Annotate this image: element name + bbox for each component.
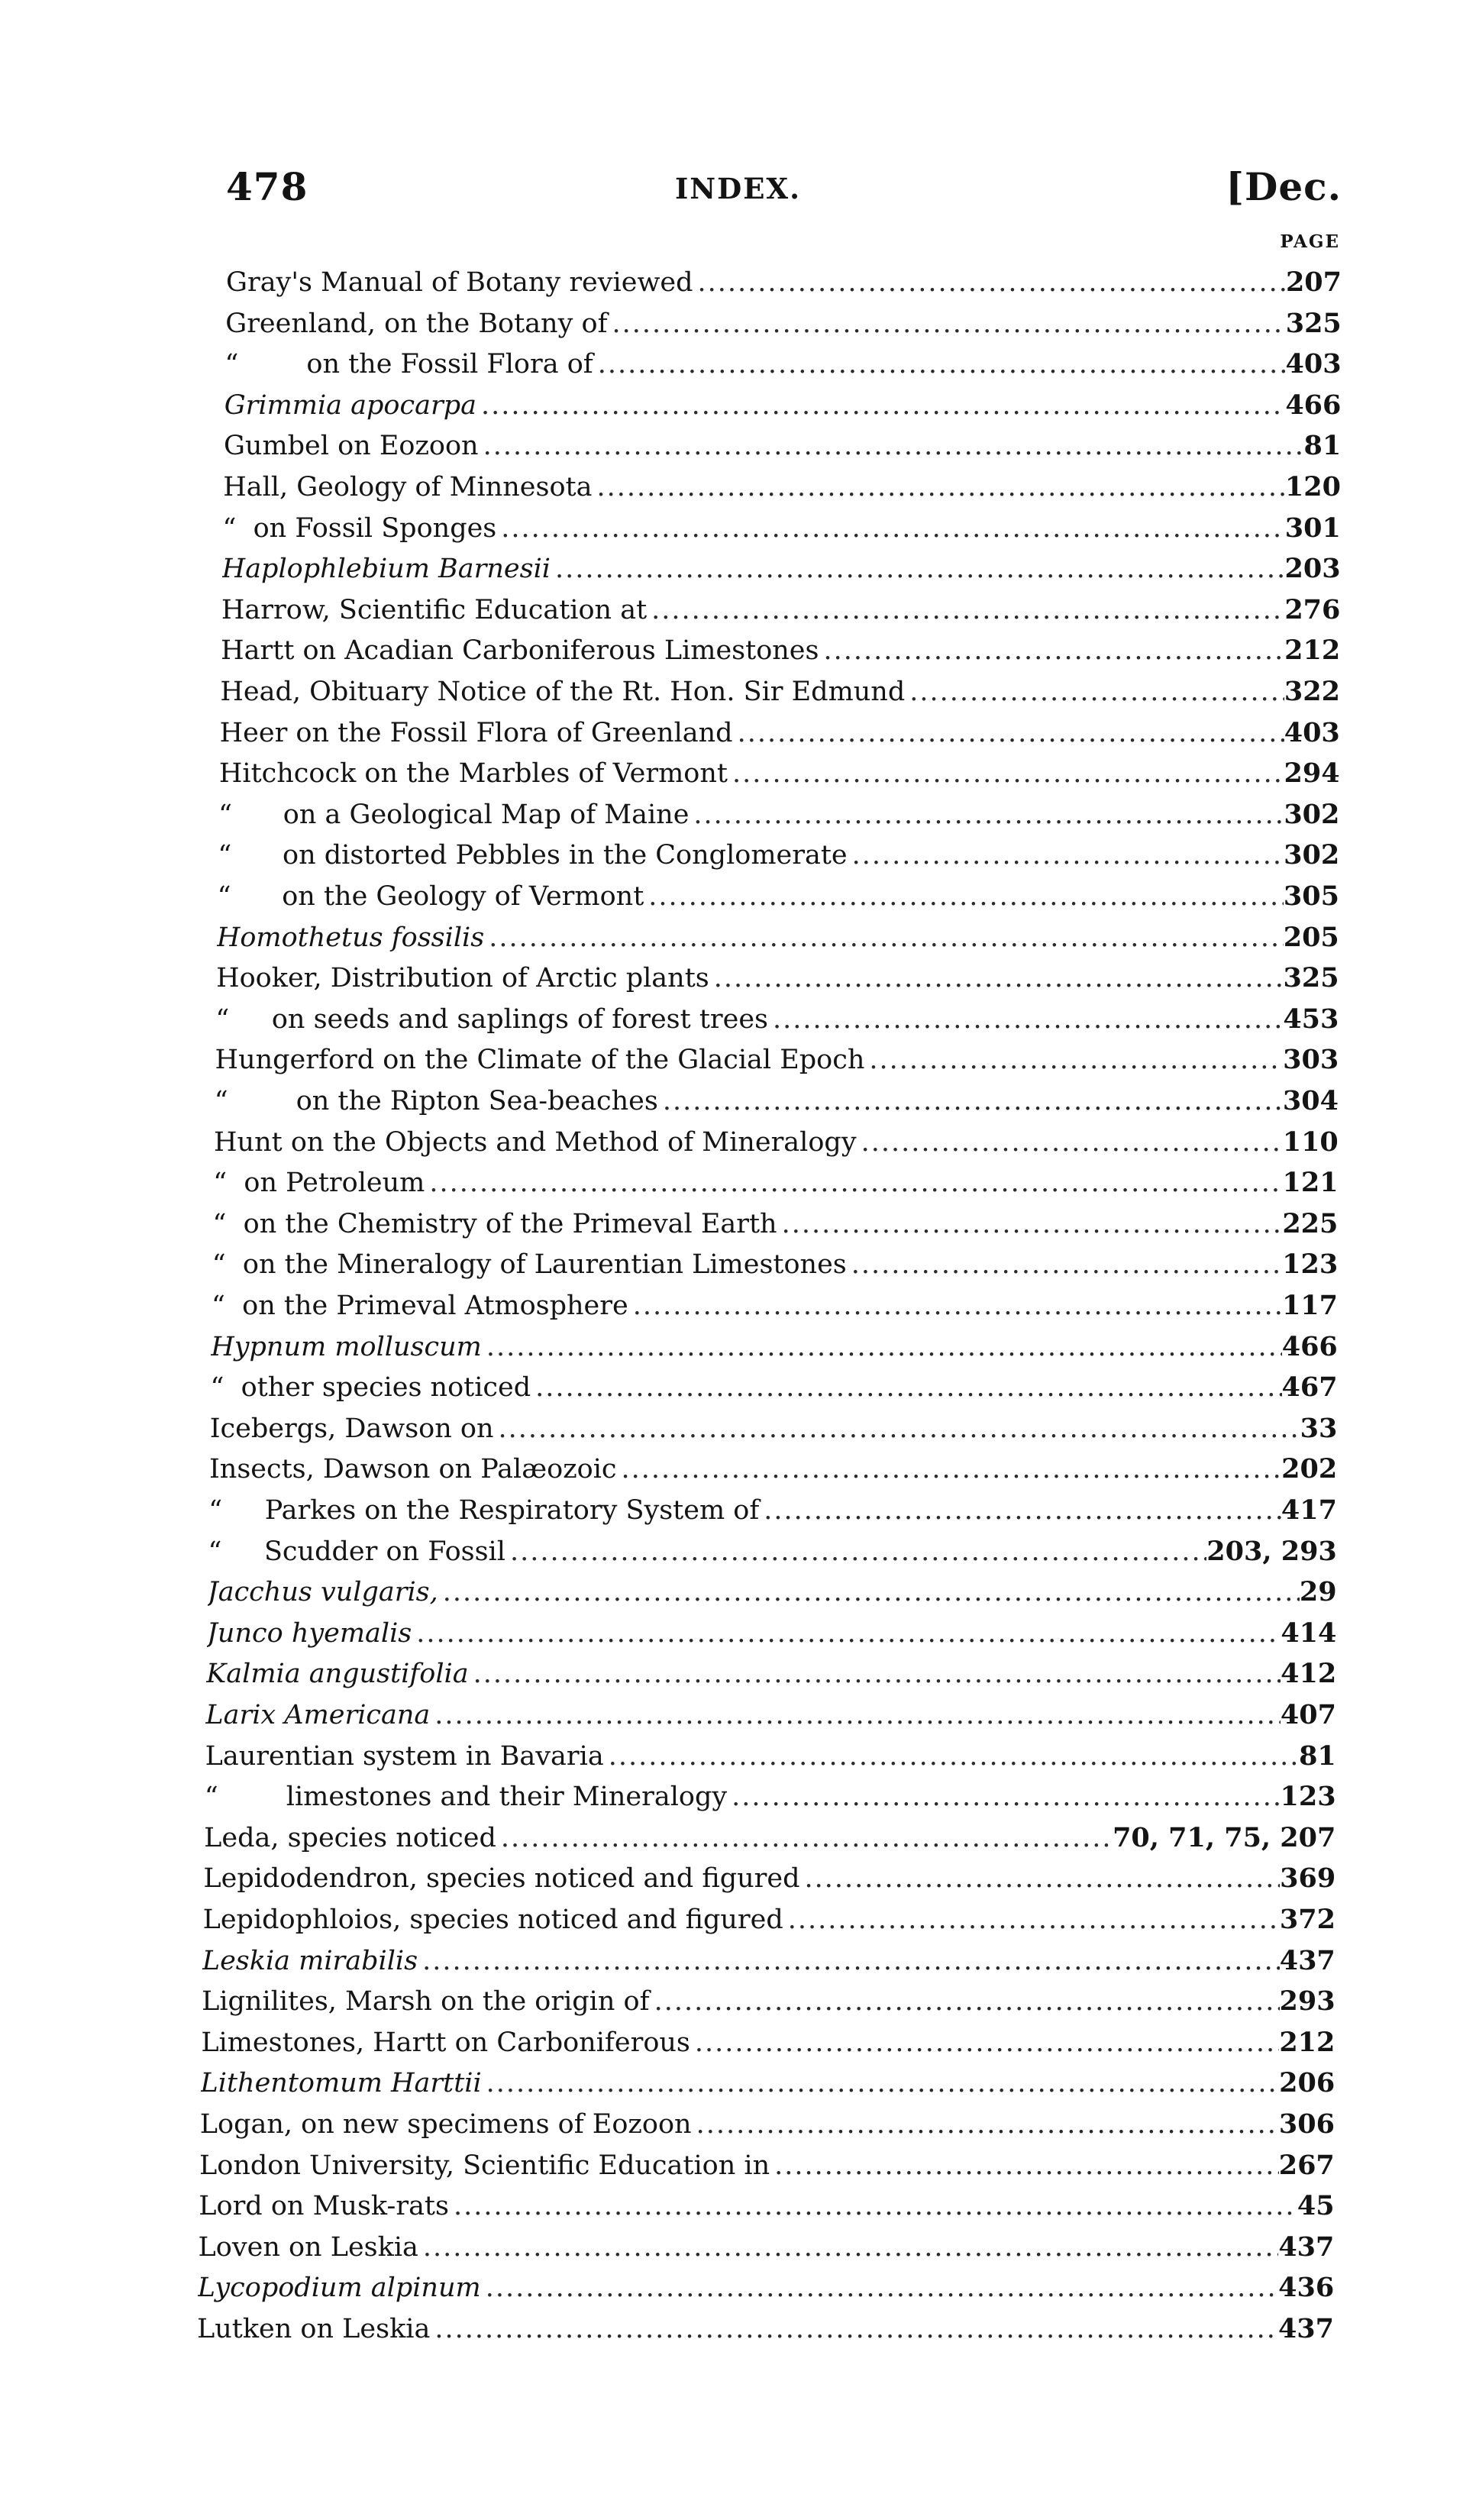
- entry-page-number: 403: [1285, 348, 1342, 380]
- entry-text: Lignilites, Marsh on the origin of: [202, 1986, 650, 2018]
- entry-text: Larix Americana: [205, 1700, 431, 1730]
- index-entry: [216, 958, 1339, 999]
- running-head: INDEX.: [674, 172, 801, 205]
- entry-text: “ on the Chemistry of the Primeval Earth: [212, 1208, 777, 1239]
- dot-leader: [770, 2145, 1279, 2186]
- entry-text: Hunt on the Objects and Method of Mineralogy: [214, 1126, 857, 1158]
- index-entry: [208, 1531, 1336, 1572]
- entry-page-number: 403: [1284, 716, 1340, 748]
- entry-text: Loven on Leskia: [198, 2231, 418, 2263]
- entry-text: Harrow, Scientific Education at: [221, 594, 648, 625]
- entry-page-number: 276: [1284, 593, 1341, 625]
- dot-leader: [693, 262, 1286, 303]
- dot-leader: [727, 1776, 1280, 1817]
- dot-leader: [430, 2308, 1278, 2350]
- entry-page-number: 225: [1282, 1207, 1339, 1239]
- dot-leader: [733, 712, 1284, 754]
- dot-leader: [800, 1858, 1281, 1899]
- index-entry: [198, 2267, 1334, 2308]
- index-entry: [199, 2186, 1334, 2227]
- entry-page-number: 81: [1299, 1740, 1336, 1772]
- entry-page-number: 301: [1284, 512, 1341, 544]
- entry-text: “ on the Primeval Atmosphere: [212, 1291, 628, 1321]
- entry-text: Haplophlebium Barnesii: [221, 554, 551, 585]
- entry-page-number: 467: [1281, 1371, 1338, 1404]
- entry-text: Leskia mirabilis: [202, 1945, 418, 1976]
- entry-page-number: 212: [1279, 2026, 1336, 2058]
- index-entry: [202, 1981, 1336, 2022]
- entry-text: Lord on Musk-rats: [199, 2191, 449, 2222]
- entry-text: London University, Scientific Education in: [199, 2150, 770, 2181]
- index-entry: [219, 753, 1340, 794]
- page-column-label: PAGE: [1280, 231, 1340, 252]
- entry-text: Hartt on Acadian Carboniferous Limestones: [221, 635, 819, 667]
- index-entry: [222, 508, 1340, 549]
- index-entry: [205, 1776, 1336, 1817]
- entry-page-number: 123: [1280, 1781, 1336, 1813]
- entry-text: Hungerford on the Climate of the Glacial Epoch: [215, 1045, 865, 1076]
- entry-page-number: 453: [1283, 1003, 1339, 1035]
- index-entry: [220, 712, 1340, 754]
- dot-leader: [759, 1490, 1281, 1531]
- index-entry: [223, 467, 1341, 508]
- entry-page-number: 45: [1297, 2190, 1335, 2222]
- entry-page-number: 466: [1285, 389, 1342, 421]
- dot-leader: [592, 467, 1284, 508]
- entry-page-number: 294: [1284, 758, 1340, 790]
- index-entry: [202, 1940, 1336, 1982]
- dot-leader: [647, 590, 1284, 631]
- entry-page-number: 206: [1279, 2067, 1336, 2099]
- entry-text: “ limestones and their Mineralogy: [204, 1782, 728, 1813]
- entry-text: “ on Fossil Sponges: [222, 512, 497, 544]
- index-entry: [224, 344, 1341, 385]
- entry-text: Gumbel on Eozoon: [223, 431, 479, 462]
- entry-page-number: 436: [1278, 2272, 1335, 2304]
- entry-text: Lepidodendron, species noticed and figured: [203, 1863, 800, 1895]
- entry-text: Homothetus fossilis: [216, 922, 485, 953]
- entry-page-number: 202: [1281, 1453, 1338, 1485]
- entry-page-number: 303: [1283, 1044, 1339, 1076]
- entry-text: Lepidophloios, species noticed and figured: [202, 1905, 783, 1935]
- entry-page-number: 437: [1279, 1944, 1336, 1976]
- index-entry: [214, 1122, 1339, 1163]
- dot-leader: [847, 1244, 1282, 1285]
- entry-text: Kalmia angustifolia: [206, 1659, 469, 1690]
- entry-text: Hall, Geology of Minnesota: [223, 472, 593, 502]
- index-entry: [215, 999, 1339, 1040]
- entry-text: Greenland, on the Botany of: [225, 308, 608, 339]
- index-entry: [218, 876, 1339, 917]
- month-marker: [Dec.: [1226, 164, 1342, 209]
- entry-text: Hitchcock on the Marbles of Vermont: [218, 758, 728, 790]
- index-entry: [224, 425, 1341, 467]
- entry-page-number: 110: [1282, 1126, 1339, 1158]
- entry-text: “ Parkes on the Respiratory System of: [208, 1495, 760, 1526]
- index-entry: [209, 1449, 1337, 1490]
- entry-page-number: 322: [1284, 676, 1340, 707]
- entry-page-number: 70, 71, 75, 207: [1113, 1821, 1336, 1853]
- entry-page-number: 123: [1282, 1249, 1339, 1281]
- entry-page-number: 414: [1281, 1617, 1337, 1649]
- dot-leader: [551, 548, 1285, 590]
- entry-page-number: 121: [1282, 1167, 1339, 1199]
- index-entry: [215, 1039, 1339, 1081]
- index-entry: [205, 1736, 1336, 1777]
- index-entry: [199, 2145, 1335, 2186]
- entry-page-number: 293: [1279, 1985, 1336, 2018]
- index-entry: [225, 303, 1342, 344]
- entry-text: “ other species noticed: [210, 1372, 531, 1404]
- dot-leader: [709, 958, 1284, 999]
- entry-text: Gray's Manual of Botany reviewed: [226, 267, 693, 298]
- index-entry: [206, 1653, 1336, 1695]
- dot-leader: [617, 1449, 1282, 1490]
- index-entry: [208, 1572, 1337, 1613]
- index-entry: [208, 1490, 1337, 1531]
- entry-text: Jacchus vulgaris,: [207, 1577, 438, 1608]
- entry-text: Lithentomum Harttii: [200, 2068, 482, 2099]
- entry-text: “ on the Geology of Vermont: [217, 881, 644, 912]
- entry-page-number: 369: [1280, 1863, 1336, 1895]
- entry-page-number: 325: [1285, 307, 1342, 339]
- dot-leader: [496, 508, 1284, 549]
- entry-page-number: 267: [1278, 2149, 1335, 2181]
- entry-text: Hooker, Distribution of Arctic plants: [216, 963, 709, 994]
- dot-leader: [728, 753, 1284, 794]
- index-entry: [210, 1367, 1337, 1408]
- dot-leader: [482, 1326, 1282, 1368]
- dot-leader: [690, 2022, 1279, 2063]
- entry-page-number: 466: [1281, 1330, 1338, 1362]
- entry-text: “ on Petroleum: [213, 1168, 425, 1199]
- index-entry: [213, 1203, 1339, 1245]
- entry-page-number: 305: [1283, 880, 1339, 912]
- entry-page-number: 203, 293: [1206, 1535, 1337, 1567]
- dot-leader: [857, 1122, 1283, 1163]
- dot-leader: [412, 1613, 1281, 1654]
- entry-text: “ on distorted Pebbles in the Conglomerate: [218, 840, 848, 871]
- index-entry: [205, 1695, 1336, 1736]
- entry-page-number: 29: [1299, 1576, 1337, 1608]
- dot-leader: [482, 2063, 1279, 2104]
- page-number: 478: [226, 164, 308, 209]
- dot-leader: [604, 1736, 1299, 1777]
- dot-leader: [608, 303, 1286, 344]
- dot-leader: [481, 2267, 1278, 2308]
- entry-text: “ on a Geological Map of Maine: [218, 799, 690, 830]
- entry-text: “ on the Mineralogy of Laurentian Limestones: [212, 1249, 847, 1281]
- entry-text: Laurentian system in Bavaria: [205, 1740, 604, 1772]
- index-entry: [218, 794, 1339, 835]
- index-entry: [221, 630, 1340, 671]
- dot-leader: [650, 1981, 1280, 2022]
- index-entry: [204, 1817, 1336, 1859]
- entry-text: “ Scudder on Fossil: [208, 1536, 505, 1567]
- dot-leader: [848, 835, 1284, 876]
- entry-page-number: 302: [1284, 798, 1340, 830]
- dot-leader: [768, 999, 1283, 1040]
- dot-leader: [864, 1039, 1283, 1081]
- dot-leader: [418, 1940, 1280, 1982]
- dot-leader: [628, 1285, 1282, 1326]
- index-entry: [212, 1285, 1338, 1326]
- index-entry: [199, 2227, 1335, 2268]
- index-entry: [201, 2063, 1336, 2104]
- dot-leader: [494, 1408, 1300, 1449]
- dot-leader: [476, 385, 1285, 426]
- entry-page-number: 417: [1281, 1494, 1337, 1526]
- dot-leader: [689, 794, 1284, 835]
- entry-page-number: 203: [1284, 553, 1341, 585]
- entry-text: Insects, Dawson on Palæozoic: [208, 1454, 617, 1485]
- dot-leader: [496, 1817, 1113, 1859]
- entry-text: Junco hyemalis: [206, 1617, 412, 1649]
- index-entry: [211, 1326, 1338, 1368]
- index-entry: [203, 1899, 1336, 1940]
- entry-text: “ on seeds and saplings of forest trees: [215, 1003, 768, 1035]
- dot-leader: [783, 1899, 1280, 1940]
- index-entry: [218, 835, 1339, 876]
- dot-leader: [819, 630, 1285, 671]
- index-entry: [220, 671, 1340, 712]
- entry-text: Grimmia apocarpa: [224, 389, 476, 421]
- dot-leader: [692, 2104, 1279, 2145]
- index-entry: [221, 590, 1340, 631]
- entry-page-number: 117: [1281, 1290, 1338, 1321]
- dot-leader: [449, 2186, 1297, 2227]
- entry-page-number: 407: [1280, 1699, 1336, 1730]
- dot-leader: [469, 1653, 1281, 1695]
- entry-page-number: 437: [1278, 2231, 1335, 2263]
- dot-leader: [484, 917, 1284, 958]
- entry-text: Leda, species noticed: [204, 1822, 496, 1853]
- dot-leader: [418, 2227, 1278, 2268]
- dot-leader: [658, 1081, 1283, 1122]
- entry-page-number: 372: [1279, 1904, 1336, 1935]
- entry-page-number: 412: [1281, 1658, 1337, 1690]
- index-entry: [226, 262, 1342, 303]
- entry-text: Lycopodium alpinum: [197, 2273, 481, 2304]
- entry-text: “ on the Fossil Flora of: [224, 349, 593, 380]
- entry-text: Limestones, Hartt on Carboniferous: [201, 2027, 690, 2058]
- entry-page-number: 304: [1282, 1085, 1339, 1116]
- index-entry: [210, 1408, 1338, 1449]
- index-entry: [213, 1162, 1338, 1203]
- index-entry: [207, 1613, 1336, 1654]
- entry-page-number: 120: [1284, 471, 1341, 502]
- index-entry: [200, 2104, 1335, 2145]
- dot-leader: [505, 1531, 1206, 1572]
- dot-leader: [430, 1695, 1281, 1736]
- entry-page-number: 306: [1278, 2108, 1335, 2140]
- index-entry: [201, 2022, 1335, 2063]
- dot-leader: [479, 425, 1304, 467]
- entry-text: “ on the Ripton Sea-beaches: [214, 1086, 658, 1116]
- entry-page-number: 437: [1277, 2313, 1334, 2344]
- entry-text: Lutken on Leskia: [197, 2314, 431, 2344]
- entry-text: Heer on the Fossil Flora of Greenland: [219, 717, 733, 748]
- index-entry: [203, 1858, 1336, 1899]
- entry-text: Head, Obituary Notice of the Rt. Hon. Sir Edmund: [220, 677, 906, 707]
- index-entry: [212, 1244, 1338, 1285]
- entry-page-number: 81: [1303, 430, 1342, 462]
- entry-text: Logan, on new specimens of Eozoon: [199, 2109, 692, 2140]
- entry-page-number: 212: [1284, 635, 1341, 667]
- entry-text: Hypnum molluscum: [211, 1331, 482, 1362]
- entry-page-number: 207: [1285, 267, 1342, 298]
- index-entry: [217, 917, 1339, 958]
- entry-page-number: 33: [1300, 1412, 1338, 1444]
- index-entry: [222, 548, 1341, 590]
- dot-leader: [593, 344, 1286, 385]
- entry-page-number: 325: [1283, 962, 1339, 994]
- dot-leader: [644, 876, 1284, 917]
- dot-leader: [438, 1572, 1300, 1613]
- entry-page-number: 205: [1283, 921, 1339, 953]
- index-entry: [197, 2308, 1334, 2350]
- dot-leader: [905, 671, 1284, 712]
- index-entry: [224, 385, 1342, 426]
- entry-page-number: 302: [1284, 839, 1340, 871]
- index-entry: [215, 1081, 1339, 1122]
- entry-text: Icebergs, Dawson on: [209, 1413, 494, 1444]
- dot-leader: [531, 1367, 1281, 1408]
- dot-leader: [425, 1162, 1282, 1203]
- dot-leader: [777, 1203, 1283, 1245]
